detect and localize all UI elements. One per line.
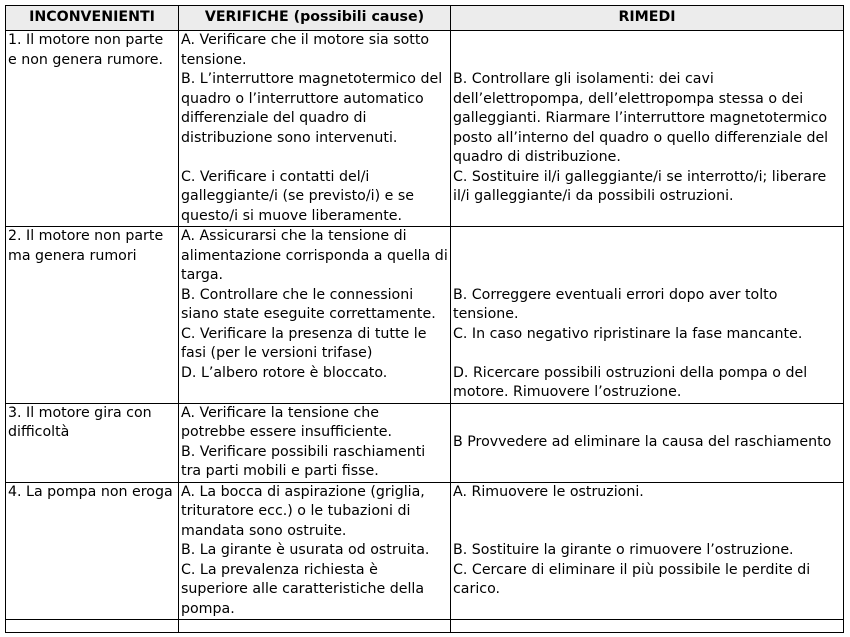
checks-cell — [179, 482, 451, 620]
table-row — [6, 227, 844, 404]
check-line: superiore alle caratteristiche della — [181, 581, 425, 597]
check-line: B. La girante è usurata od ostruita. — [181, 542, 430, 558]
remedies-cell — [451, 620, 844, 633]
header-remedies: RIMEDI — [451, 6, 844, 31]
problem-cell — [6, 227, 179, 404]
troubleshooting-table — [5, 5, 844, 633]
check-line: mandata sono ostruite. — [181, 522, 347, 539]
check-line: A. Verificare che il motore sia sotto — [181, 32, 430, 48]
remedy-line: posto all’interno del quadro o quello differenziale del — [453, 129, 829, 146]
table-row — [6, 403, 844, 482]
checks-cell — [179, 620, 451, 633]
remedy-line: D. Ricercare possibili ostruzioni della pompa o del — [453, 364, 808, 381]
table-row — [6, 31, 844, 227]
remedy-line: tensione. — [453, 306, 519, 322]
remedy-line: C. In caso negativo ripristinare la fase mancante. — [453, 325, 803, 342]
problem-line: 1. Il motore non parte — [8, 32, 164, 48]
check-line: C. Verificare i contatti del/i — [181, 168, 370, 185]
remedy-line: motore. Rimuovere l’ostruzione. — [453, 384, 682, 400]
check-line: targa. — [181, 267, 224, 283]
check-line: quadro o l’interruttore automatico — [181, 90, 424, 107]
problem-line: 3. Il motore gira con — [8, 404, 152, 421]
problem-cell — [6, 620, 179, 633]
remedies-cell — [451, 227, 844, 404]
check-line: alimentazione corrisponda a quella di — [181, 247, 448, 264]
check-line: galleggiante/i (se previsto/i) e se — [181, 188, 414, 204]
checks-cell — [179, 403, 451, 482]
problem-line: e non genera rumore. — [8, 51, 163, 68]
problem-cell — [6, 482, 179, 620]
problem-line: 2. Il motore non parte — [8, 228, 164, 244]
check-line: differenziale del quadro di — [181, 110, 367, 126]
check-line: C. Verificare la presenza di tutte le — [181, 325, 427, 342]
problem-line: 4. La pompa non eroga — [8, 483, 173, 500]
check-line: B. Verificare possibili raschiamenti — [181, 443, 426, 460]
check-line: C. La prevalenza richiesta è — [181, 561, 378, 578]
problem-cell — [6, 403, 179, 482]
header-problems: INCONVENIENTI — [6, 6, 179, 31]
problem-cell — [6, 31, 179, 227]
check-line: A. Verificare la tensione che — [181, 404, 379, 421]
remedy-line: B. Controllare gli isolamenti: dei cavi — [453, 71, 714, 87]
check-line: tensione. — [181, 51, 247, 68]
check-line: tra parti mobili e parti fisse. — [181, 463, 379, 479]
remedy-line: A. Rimuovere le ostruzioni. — [453, 483, 644, 500]
table-row — [6, 482, 844, 620]
header-row — [6, 6, 844, 31]
remedies-cell — [451, 482, 844, 620]
checks-cell — [179, 227, 451, 404]
remedy-line: B. Sostituire la girante o rimuovere l’ostruzione. — [453, 542, 794, 558]
check-line: A. La bocca di aspirazione (griglia, — [181, 483, 425, 500]
remedy-line: C. Cercare di eliminare il più possibile le perdite di — [453, 561, 811, 578]
check-line: questo/i si muove liberamente. — [181, 207, 403, 224]
problem-line: ma genera rumori — [8, 247, 137, 264]
remedy-line: B Provvedere ad eliminare la causa del raschiamento — [453, 433, 832, 450]
problem-line: difficoltà — [8, 424, 70, 440]
table-row — [6, 620, 844, 633]
check-line: fasi (per le versioni trifase) — [181, 345, 373, 361]
check-line: siano state eseguite correttamente. — [181, 306, 436, 322]
remedy-line: B. Correggere eventuali errori dopo aver tolto — [453, 286, 778, 303]
check-line: B. L’interruttore magnetotermico del — [181, 71, 443, 87]
header-checks: VERIFICHE (possibili cause) — [179, 6, 451, 31]
remedies-cell — [451, 403, 844, 482]
check-line: B. Controllare che le connessioni — [181, 286, 414, 303]
check-line: potrebbe essere insufficiente. — [181, 424, 393, 440]
remedy-line: il/i galleggiante/i da possibili ostruzioni. — [453, 188, 734, 204]
remedy-line: galleggianti. Riarmare l’interruttore magnetotermico — [453, 110, 828, 126]
remedy-line: carico. — [453, 581, 501, 597]
checks-cell — [179, 31, 451, 227]
remedy-line: quadro di distribuzione. — [453, 149, 621, 165]
remedy-line: dell’elettropompa, dell’elettropompa stessa o dei — [453, 90, 804, 107]
remedies-cell — [451, 31, 844, 227]
check-line: A. Assicurarsi che la tensione di — [181, 228, 407, 244]
check-line: trituratore ecc.) o le tubazioni di — [181, 503, 411, 519]
remedy-line: C. Sostituire il/i galleggiante/i se interrotto/i; liberare — [453, 168, 827, 185]
check-line: distribuzione sono intervenuti. — [181, 129, 398, 146]
check-line: D. L’albero rotore è bloccato. — [181, 364, 388, 381]
check-line: pompa. — [181, 600, 235, 617]
